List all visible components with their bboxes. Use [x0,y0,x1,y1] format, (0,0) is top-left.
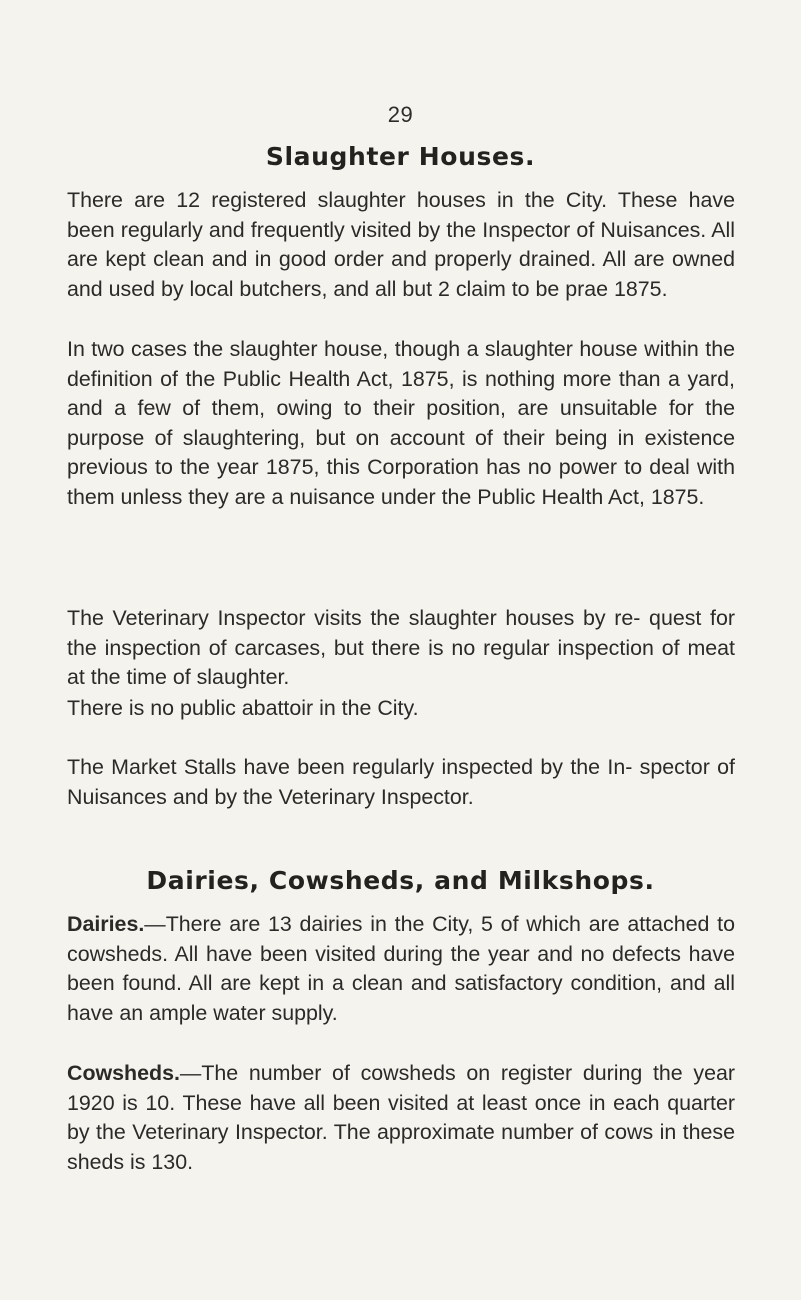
paragraph-text-dairies: —There are 13 dairies in the City, 5 of which are attached to cowsheds. All have been visited during the year and no defects have been found. All are kept in a clean and satisfactory condition, and all have an ample water supply. [67,912,735,1025]
paragraph-lead-cowsheds: Cowsheds. [67,1061,180,1085]
paragraph-veterinary-inspector: The Veterinary Inspector visits the slaughter houses by re- quest for the inspection of carcases, but there is no regular inspection of meat at the time of slaughter. [67,606,735,690]
paragraph-lead-dairies: Dairies. [67,912,145,936]
paragraph-market-stalls: The Market Stalls have been regularly inspected by the In- spector of Nuisances and by the Veterinary Inspector. [67,755,735,809]
page-number: 29 [387,102,414,127]
section-heading-slaughter-houses: Slaughter Houses. [265,142,536,171]
paragraph-two-cases: In two cases the slaughter house, though a slaughter house within the definition of the Public Health Act, 1875, is nothing more than a yard, and a few of them, owing to their position, are unsuitable for the purpose of slaughtering, but on account of their being in existence previous to the year 1875, this Corporation has no power to deal with them unless they are a nuisance under the Public Health Act, 1875. [67,337,735,509]
paragraph-cowsheds [67,1059,735,1177]
section-heading-dairies-cowsheds-milkshops: Dairies, Cowsheds, and Milkshops. [146,866,655,895]
paragraph-dairies [67,910,735,1028]
paragraph-public-abattoir: There is no public abattoir in the City. [67,696,419,720]
paragraph-text-cowsheds: —The number of cowsheds on register during the year 1920 is 10. These have all been visited at least once in each quarter by the Veterinary Inspector. The approximate number of cows in these sheds is 130. [67,1061,735,1174]
paragraph-registered-slaughter-houses: There are 12 registered slaughter houses in the City. These have been regularly and frequently visited by the Inspector of Nuisances. All are kept clean and in good order and properly drained. All are owned and used by local butchers, and all but 2 claim to be prae 1875. [67,188,735,301]
